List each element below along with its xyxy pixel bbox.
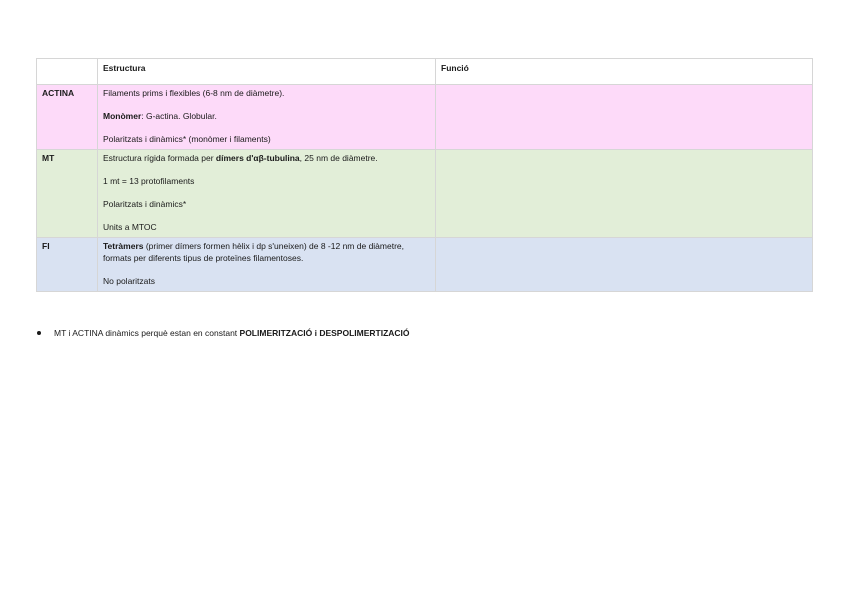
estructura-cell-fi xyxy=(98,238,436,292)
row-label-actina: ACTINA xyxy=(37,85,98,150)
note-prefix: MT i ACTINA dinàmics perquè estan en constant xyxy=(54,328,240,338)
fi-line-2: No polaritzats xyxy=(103,276,155,286)
row-label-mt: MT xyxy=(37,150,98,238)
header-cell-empty xyxy=(37,59,98,85)
actina-line-1: Filaments prims i flexibles (6-8 nm de diàmetre). xyxy=(103,88,285,98)
mt-line-2: 1 mt = 13 protofilaments xyxy=(103,176,195,186)
table-row-fi xyxy=(37,238,813,292)
funcio-cell-actina xyxy=(436,85,813,150)
actina-line-3: Polaritzats i dinàmics* (monòmer i filaments) xyxy=(103,134,271,144)
table-row-actina xyxy=(37,85,813,150)
row-label-fi: FI xyxy=(37,238,98,292)
funcio-cell-fi xyxy=(436,238,813,292)
mt-line-4: Units a MTOC xyxy=(103,222,157,232)
mt-line-1-bold: dímers d'αβ-tubulina xyxy=(215,153,300,163)
table-header-row xyxy=(37,59,813,85)
fi-line-1-rest: (primer dímers formen hèlix i dp s'uneixen) de 8 -12 nm de diàmetre, formats per diferents tipus de proteïnes filamentoses. xyxy=(103,241,404,263)
actina-line-2-bold: Monòmer xyxy=(103,111,142,121)
header-cell-estructura: Estructura xyxy=(98,59,436,85)
table-row-mt xyxy=(37,150,813,238)
mt-line-1-pre: Estructura rígida formada per xyxy=(103,153,216,163)
bullet-note xyxy=(36,327,410,339)
estructura-cell-mt xyxy=(98,150,436,238)
actina-line-2-rest: : G-actina. Globular. xyxy=(141,111,217,121)
funcio-cell-mt xyxy=(436,150,813,238)
header-cell-funcio: Funció xyxy=(436,59,813,85)
bullet-dot-icon xyxy=(37,331,41,335)
cytoskeleton-table xyxy=(36,58,813,292)
mt-line-1-rest: , 25 nm de diàmetre. xyxy=(299,153,378,163)
note-bold: POLIMERITZACIÓ i DESPOLIMERTIZACIÓ xyxy=(239,328,410,338)
actina-line-2 xyxy=(103,110,430,122)
fi-line-1 xyxy=(103,240,430,264)
mt-line-3: Polaritzats i dinàmics* xyxy=(103,199,187,209)
mt-line-1 xyxy=(103,152,430,164)
fi-line-1-bold: Tetràmers xyxy=(103,241,144,251)
estructura-cell-actina xyxy=(98,85,436,150)
